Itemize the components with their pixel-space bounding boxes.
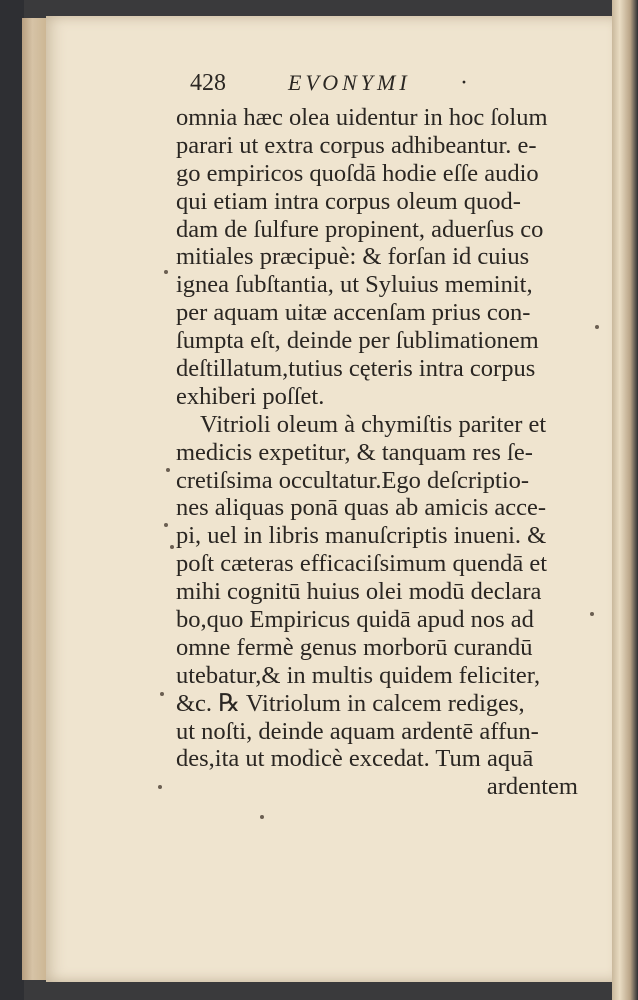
text-line: utebatur,& in multis quidem feliciter, xyxy=(176,661,541,689)
scan-background xyxy=(0,0,24,1000)
text-line: ut noſti, deinde aquam ardentē affun- xyxy=(176,717,539,745)
text-line: dam de ſulfure propinent, aduerſus co xyxy=(176,215,544,243)
text-line: &c. ℞ Vitriolum in calcem rediges, xyxy=(176,689,525,717)
text-line: cretiſsima occultatur.Ego deſcriptio- xyxy=(176,466,530,494)
book-page-edge-right xyxy=(612,0,638,1000)
running-header xyxy=(190,70,590,100)
text-line: go empiricos quoſdā hodie eſſe audio xyxy=(176,159,539,187)
margin-mark xyxy=(170,545,174,549)
text-line: ſumpta eſt, deinde per ſublimationem xyxy=(176,327,539,355)
page-number: 428 xyxy=(190,70,226,96)
margin-mark xyxy=(164,270,168,274)
catchword: ardentem xyxy=(486,773,578,801)
text-line: mitiales præcipuè: & forſan id cuius xyxy=(176,243,530,271)
body-text xyxy=(176,104,586,801)
margin-mark xyxy=(166,468,170,472)
running-title: EVONYMI xyxy=(288,70,411,95)
text-line: medicis expetitur, & tanquam res ſe- xyxy=(176,438,533,466)
text-line: deſtillatum,tutius cęteris intra corpus xyxy=(176,355,536,383)
text-line: mihi cognitū huius olei modū declara xyxy=(176,578,542,606)
margin-mark xyxy=(595,325,599,329)
text-line: ignea ſubſtantia, ut Syluius meminit, xyxy=(176,271,533,299)
text-line: per aquam uitæ accenſam prius con- xyxy=(176,299,531,327)
text-line: pi, uel in libris manuſcriptis inueni. & xyxy=(176,522,547,550)
text-line-paragraph-start: Vitrioli oleum à chymiſtis pariter et xyxy=(200,410,547,438)
text-line: poſt cæteras efficaciſsimum quendā et xyxy=(176,550,548,578)
margin-mark xyxy=(158,785,162,789)
book-page-edge-left xyxy=(22,18,48,980)
text-line: des,ita ut modicè excedat. Tum aquā xyxy=(176,745,534,773)
text-line: parari ut extra corpus adhibeantur. e- xyxy=(176,131,537,159)
margin-mark xyxy=(260,815,264,819)
text-line: omne fermè genus morborū curandū xyxy=(176,633,533,661)
text-line: bo,quo Empiricus quidā apud nos ad xyxy=(176,606,534,634)
header-ornament-dot: · xyxy=(460,70,468,96)
text-line: omnia hæc olea uidentur in hoc ſolum xyxy=(176,104,548,131)
text-line: exhiberi poſſet. xyxy=(176,382,325,410)
text-line: qui etiam intra corpus oleum quod- xyxy=(176,187,521,215)
margin-mark xyxy=(160,692,164,696)
text-line: nes aliquas ponā quas ab amicis acce- xyxy=(176,494,547,522)
margin-mark xyxy=(590,612,594,616)
margin-mark xyxy=(164,523,168,527)
